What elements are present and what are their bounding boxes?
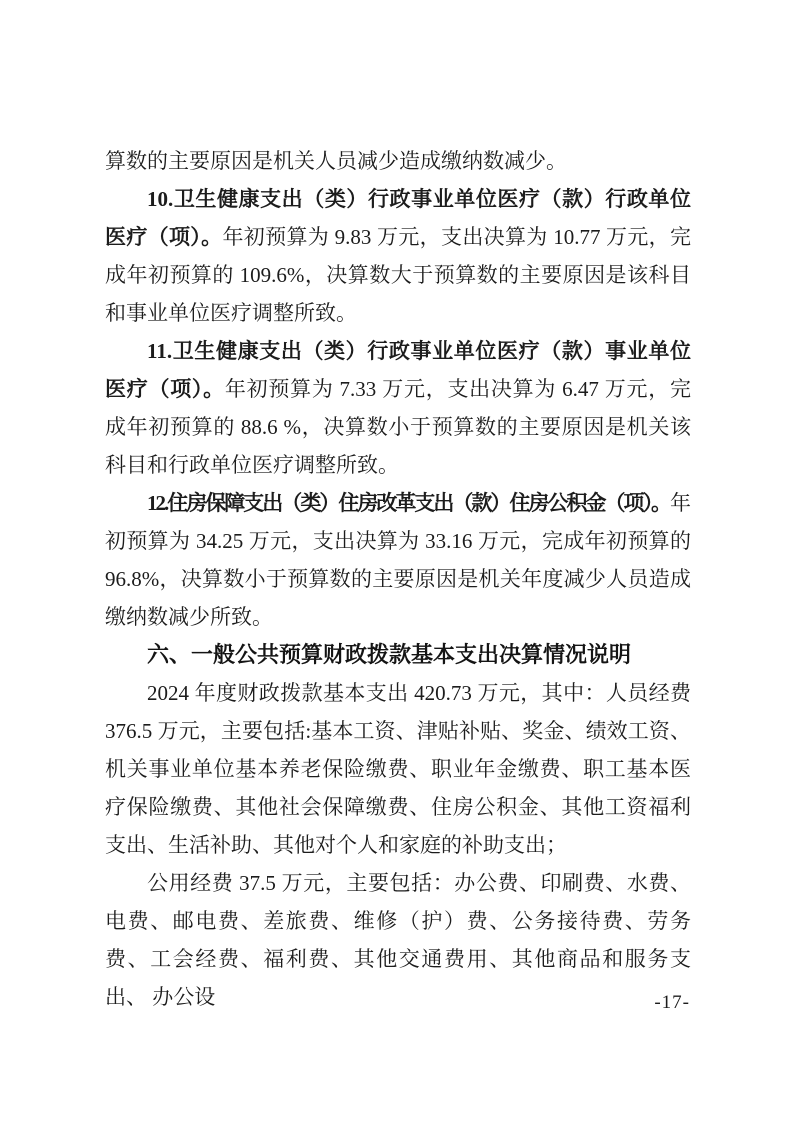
page-content: [105, 142, 691, 1016]
item-10-body: 年初预算为 9.83 万元，支出决算为 10.77 万元，完成年初预算的 109.6%，决算数大于预算数的主要原因是该科目和事业单位医疗调整所致。: [105, 225, 692, 325]
page-number: -17-: [654, 992, 690, 1013]
paragraph-personnel-expense-text: 2024 年度财政拨款基本支出 420.73 万元，其中：人员经费 376.5 万元，主要包括:基本工资、津贴补贴、奖金、绩效工资、机关事业单位基本养老保险缴费、职业年金缴费、职工基本医疗保险缴费、其他社会保障缴费、住房公积金、其他工资福利支出、生活补助、其他对个人和家庭的补助支出；: [105, 681, 691, 857]
item-10-title: 10.卫生健康支出（类）行政事业单位医疗（款）行政单位医疗（项）。: [105, 187, 691, 249]
paragraph-item-12: [105, 484, 691, 636]
paragraph-public-expense-text: 公用经费 37.5 万元，主要包括：办公费、印刷费、水费、电费、邮电费、差旅费、维修（护）费、公务接待费、劳务费、工会经费、福利费、其他交通费用、其他商品和服务支出、 办公设: [105, 871, 691, 1009]
item-11-title: 11.卫生健康支出（类）行政事业单位医疗（款）事业单位医疗（项）。: [105, 339, 691, 401]
paragraph-public-expense: [105, 864, 691, 1016]
item-11-body: 年初预算为 7.33 万元，支出决算为 6.47 万元，完成年初预算的 88.6 %，决算数小于预算数的主要原因是机关该科目和行政单位医疗调整所致。: [105, 377, 692, 477]
item-12-body: 年初预算为 34.25 万元，支出决算为 33.16 万元，完成年初预算的 96.8%，决算数小于预算数的主要原因是机关年度减少人员造成缴纳数减少所致。: [105, 491, 691, 629]
paragraph-personnel-expense: [105, 674, 691, 864]
paragraph-carryover-text: 算数的主要原因是机关人员减少造成缴纳数减少。: [105, 149, 567, 173]
paragraph-item-10: [105, 180, 691, 332]
paragraph-item-11: [105, 332, 691, 484]
item-12-title: 12.住房保障支出（类）住房改革支出（款）住房公积金（项）。: [147, 491, 670, 515]
section-6-heading: 六、一般公共预算财政拨款基本支出决算情况说明: [147, 642, 632, 667]
paragraph-carryover: [105, 142, 691, 180]
